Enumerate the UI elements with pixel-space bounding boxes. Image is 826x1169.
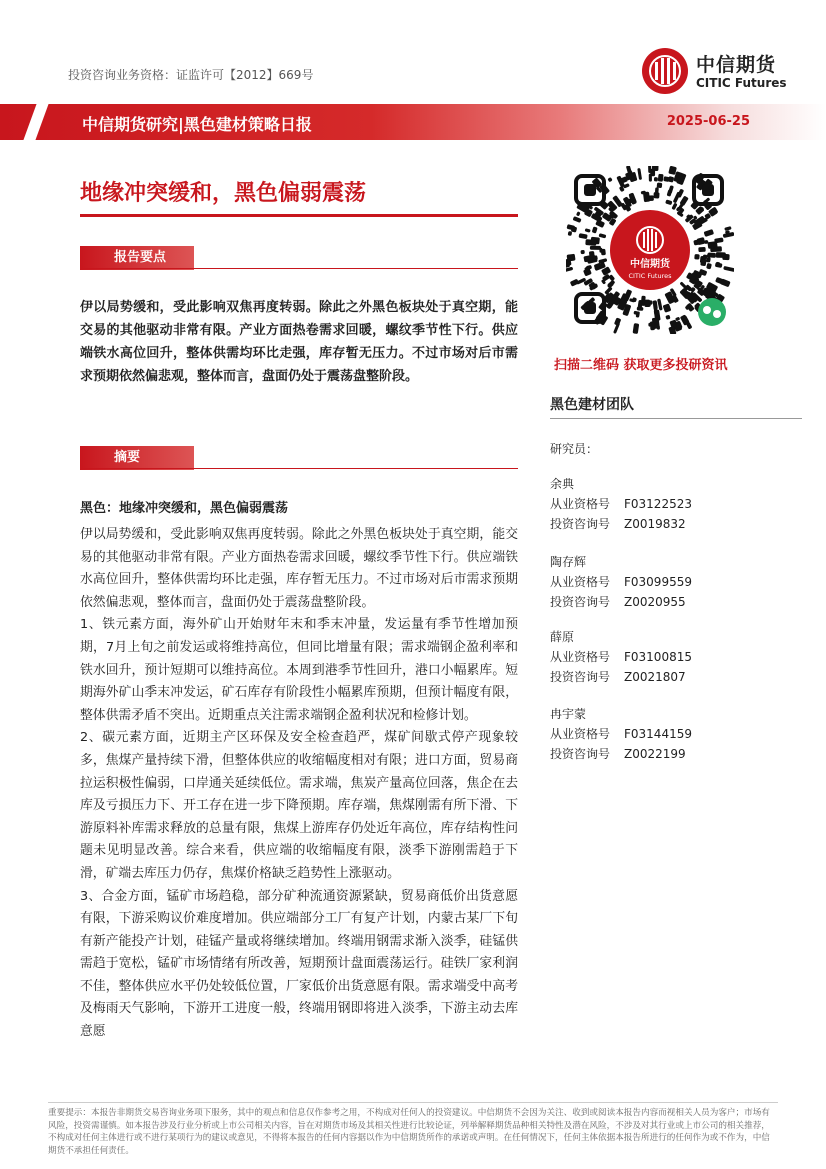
abstract-subheading: 黑色：地缘冲突缓和，黑色偏弱震荡 <box>80 501 289 516</box>
logo-english-name: CITIC Futures <box>696 76 787 90</box>
consulting-number: Z0020955 <box>624 595 686 609</box>
banner-title: 中信期货研究|黑色建材策略日报 <box>82 115 312 134</box>
paragraph: 3、合金方面，锰矿市场趋稳，部分矿种流通资源紧缺，贸易商低价出货意愿有限，下游采购议价难度增加。供应端部分工厂有复产计划，内蒙古某厂下旬有新产能投产计划，硅锰产量或将继续增加。终端用钢需求渐入淡季，硅锰供需趋于宽松，锰矿市场情绪有所改善，短期预计盘面震荡运行。硅铁厂家利润不佳，整体供应水平仍处较低位置，厂家低价出货意愿有限。需求端受中高考及梅雨天气影响，下游开工进度一般，终端用钢即将进入淡季，下游主动去库意愿 <box>80 888 518 1040</box>
qr-center-cn: 中信期货 <box>630 259 670 270</box>
citic-seal-icon <box>642 48 688 94</box>
footer-divider <box>48 1102 778 1103</box>
analyst-name: 陶存辉 <box>550 555 587 569</box>
license-text: 投资咨询业务资格：证监许可【2012】669号 <box>68 68 314 82</box>
report-banner <box>0 104 826 140</box>
qr-center-en: CITIC Futures <box>628 272 672 280</box>
qualification-number: F03122523 <box>624 497 692 511</box>
analyst-card: 薛原 从业资格号 F03100815 投资咨询号 Z0021807 <box>550 627 692 687</box>
logo-chinese-name: 中信期货 <box>696 54 777 76</box>
qualification-number: F03100815 <box>624 650 692 664</box>
section-header-summary <box>80 246 518 270</box>
section-tag: 报告要点 <box>80 246 194 270</box>
abstract-body <box>80 524 518 1044</box>
analyst-name: 冉宇蒙 <box>550 707 587 721</box>
consulting-number: Z0019832 <box>624 517 686 531</box>
analyst-card: 余典 从业资格号 F03122523 投资咨询号 Z0019832 <box>550 474 692 534</box>
analyst-card: 冉宇蒙 从业资格号 F03144159 投资咨询号 Z0022199 <box>550 704 692 764</box>
qualification-number: F03099559 <box>624 575 692 589</box>
paragraph: 伊以局势缓和，受此影响双焦再度转弱。除此之外黑色板块处于真空期，能交易的其他驱动非常有限。产业方面热卷需求回暖，螺纹季节性下行。供应端铁水高位回升，整体供需均环比走强，库存暂无压力。不过市场对后市需求预期依然偏悲观，整体而言，盘面仍处于震荡盘整阶段。 <box>80 527 518 610</box>
section-header-abstract <box>80 446 518 470</box>
section-tag: 摘要 <box>80 446 194 470</box>
report-date: 2025-06-25 <box>666 114 750 129</box>
paragraph: 1、铁元素方面，海外矿山开始财年末和季末冲量，发运量有季节性增加预期，7月上旬之前发运或将维持高位，但同比增量有限；需求端钢企盈利率和铁水回升，预计短期可以维持高位。本周到港季节性回升，港口小幅累库。短期海外矿山季末冲发运，矿石库存有阶段性小幅累库预期，但预计幅度有限，整体供需矛盾不突出。近期重点关注需求端钢企盈利状况和检修计划。 <box>80 617 518 723</box>
summary-text: 伊以局势缓和，受此影响双焦再度转弱。除此之外黑色板块处于真空期，能交易的其他驱动非常有限。产业方面热卷需求回暖，螺纹季节性下行。供应端铁水高位回升，整体供需均环比走强，库存暂无压力。不过市场对后市需求预期依然偏悲观，整体而言，盘面仍处于震荡盘整阶段。 <box>80 300 518 384</box>
analyst-name: 余典 <box>550 477 575 491</box>
qr-caption: 扫描二维码 获取更多投研资讯 <box>554 358 728 373</box>
consulting-number: Z0021807 <box>624 670 686 684</box>
title-divider <box>80 214 518 217</box>
paragraph: 2、碳元素方面，近期主产区环保及安全检查趋严，煤矿间歇式停产现象较多，焦煤产量持续下滑，但整体供应的收缩幅度相对有限；进口方面，贸易商拉运积极性偏弱，口岸通关延续低位。需求端，焦炭产量高位回落，焦企在去库及亏损压力下、开工存在进一步下降预期。库存端，焦煤刚需有所下滑、下游原料补库需求释放的总量有限，焦煤上游库存仍处近年高位，库存结构性问题未见明显改善。综合来看，供应端的收缩幅度有限，淡季下游刚需趋于下滑，矿端去库压力仍存，焦煤价格缺乏趋势性上涨驱动。 <box>80 730 518 881</box>
page-title: 地缘冲突缓和，黑色偏弱震荡 <box>80 181 367 206</box>
team-name: 黑色建材团队 <box>550 397 634 413</box>
analyst-name: 薛原 <box>550 630 575 644</box>
qualification-number: F03144159 <box>624 727 692 741</box>
disclaimer-text: 重要提示：本报告非期货交易咨询业务项下服务，其中的观点和信息仅作参考之用，不构成对任何人的投资建议。中信期货不会因为关注、收到或阅读本报告内容而视相关人员为客户；市场有风险，投资需谨慎。如本报告涉及行业分析或上市公司相关内容，旨在对期货市场及其相关性进行比较论证，列举解释期货品种相关特性及潜在风险，不涉及对其行业或上市公司的相关推荐，不构成对任何主体进行或不进行某项行为的建议或意见，不得将本报告的任何内容据以作为中信期货所作的承诺或声明。在任何情况下，任何主体依据本报告所进行的任何作为或不作为，中信期货不承担任何责任。 <box>48 1108 770 1156</box>
analyst-card: 陶存辉 从业资格号 F03099559 投资咨询号 Z0020955 <box>550 552 692 612</box>
team-divider <box>550 418 802 419</box>
researcher-label: 研究员： <box>550 442 599 456</box>
qr-code[interactable] <box>566 166 734 334</box>
consulting-number: Z0022199 <box>624 747 686 761</box>
company-logo <box>642 48 802 102</box>
